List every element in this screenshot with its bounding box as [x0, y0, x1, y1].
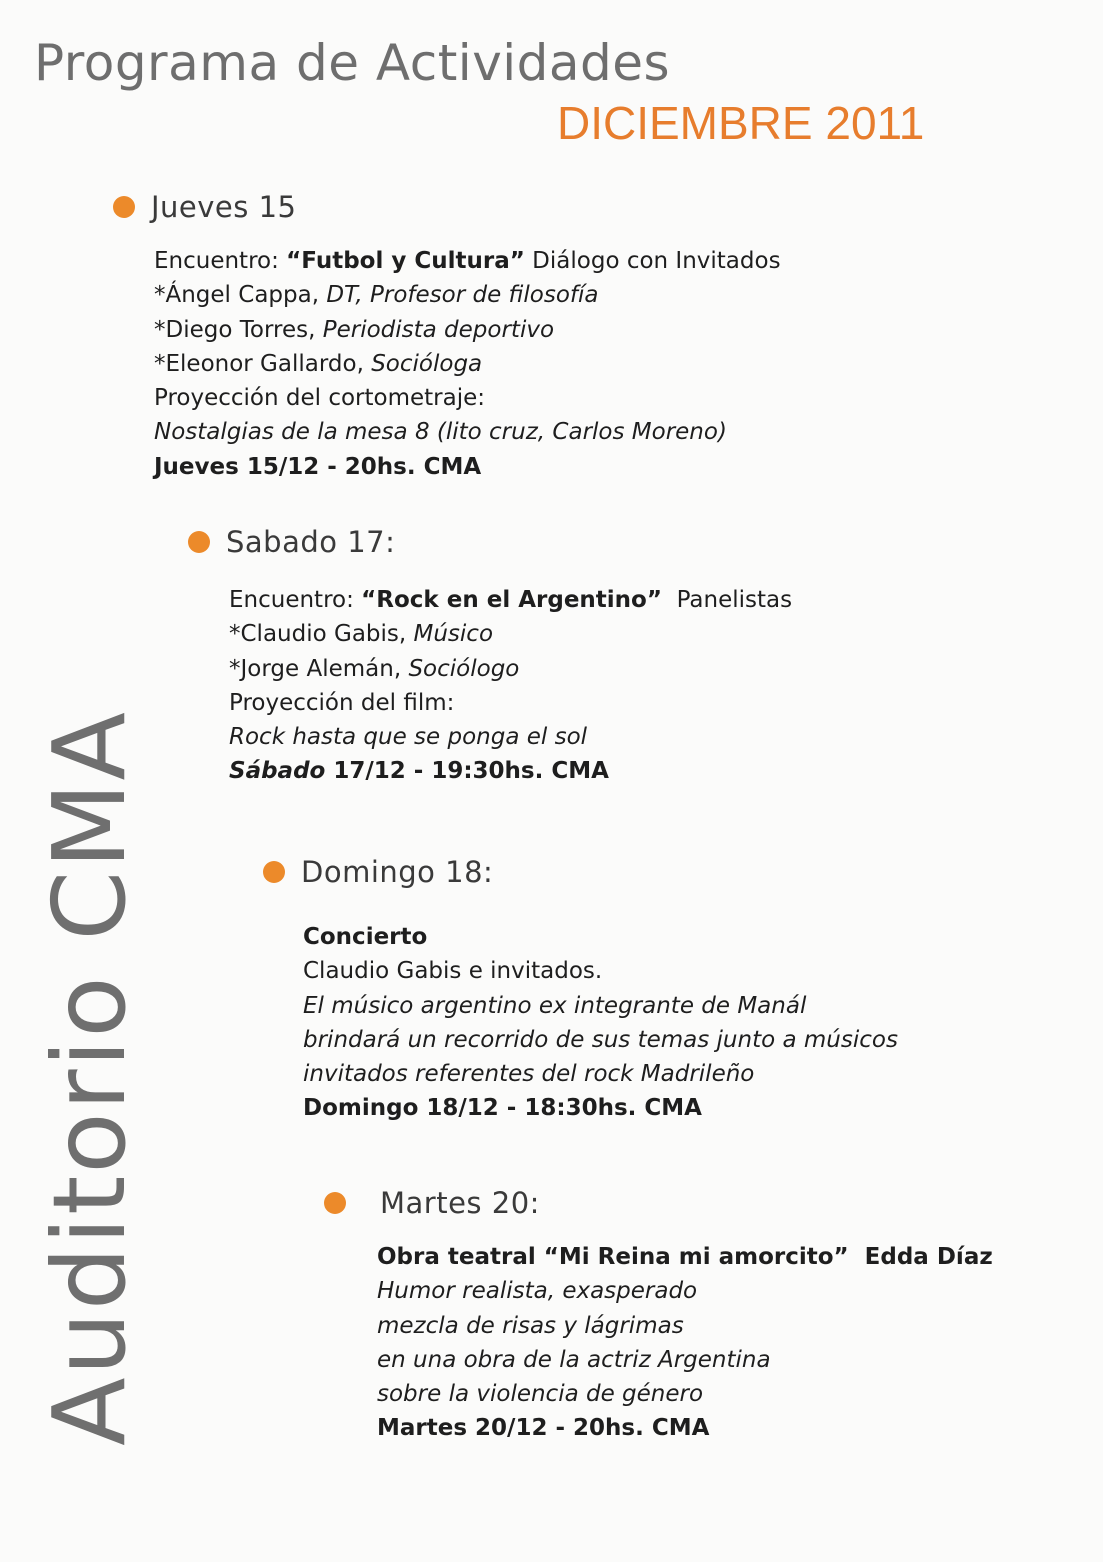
- event-line: Obra teatral “Mi Reina mi amorcito” Edda Díaz: [377, 1244, 993, 1270]
- event-line: Encuentro: “Rock en el Argentino” Panelistas: [229, 587, 793, 613]
- event-details: [303, 920, 898, 1126]
- event-line: *Jorge Alemán, Sociólogo: [229, 655, 520, 682]
- bullet-dot-icon: [263, 861, 285, 883]
- event-line: Rock hasta que se ponga el sol: [229, 724, 588, 751]
- event-date-line: Jueves 15/12 - 20hs. CMA: [154, 453, 482, 480]
- event-day: Domingo 18:: [301, 855, 494, 889]
- event-heading: [263, 855, 493, 889]
- event-line: Concierto: [303, 924, 428, 950]
- event-line: Humor realista, exasperado: [377, 1278, 698, 1305]
- event-date-line: Sábado 17/12 - 19:30hs. CMA: [229, 758, 609, 785]
- event-line: invitados referentes del rock Madrileño: [303, 1061, 755, 1088]
- bullet-dot-icon: [113, 196, 135, 218]
- event-details: [154, 244, 781, 484]
- event-line: Claudio Gabis e invitados.: [303, 958, 603, 985]
- event-details: [229, 583, 792, 789]
- event-day: Sabado 17:: [226, 525, 396, 559]
- event-line: *Claudio Gabis, Músico: [229, 621, 494, 648]
- event-line: Proyección del film:: [229, 689, 455, 716]
- event-line: Encuentro: “Futbol y Cultura” Diálogo con Invitados: [154, 248, 781, 274]
- bullet-dot-icon: [324, 1192, 346, 1214]
- page-subtitle-month: DICIEMBRE 2011: [557, 97, 925, 149]
- side-title: Auditorio CMA: [31, 710, 148, 1446]
- event-day: Martes 20:: [380, 1186, 540, 1220]
- bullet-dot-icon: [188, 531, 210, 553]
- page-title: Programa de Actividades: [34, 34, 671, 92]
- event-line: *Diego Torres, Periodista deportivo: [154, 316, 555, 343]
- event-line: sobre la violencia de género: [377, 1381, 704, 1408]
- event-line: *Eleonor Gallardo, Socióloga: [154, 350, 483, 377]
- event-date-line: Domingo 18/12 - 18:30hs. CMA: [303, 1095, 702, 1122]
- event-line: mezcla de risas y lágrimas: [377, 1312, 684, 1339]
- event-line: El músico argentino ex integrante de Manál: [303, 992, 807, 1019]
- event-heading: [188, 525, 395, 559]
- event-line: en una obra de la actriz Argentina: [377, 1346, 771, 1373]
- event-line: Proyección del cortometraje:: [154, 385, 486, 412]
- event-details: [377, 1240, 993, 1446]
- event-line: *Ángel Cappa, DT, Profesor de filosofía: [154, 282, 599, 309]
- event-day: Jueves 15: [151, 190, 297, 224]
- event-heading: [113, 190, 297, 224]
- event-line: brindará un recorrido de sus temas junto a músicos: [303, 1026, 898, 1053]
- event-heading: [324, 1186, 540, 1220]
- event-date-line: Martes 20/12 - 20hs. CMA: [377, 1415, 710, 1442]
- event-line: Nostalgias de la mesa 8 (lito cruz, Carlos Moreno): [154, 419, 727, 446]
